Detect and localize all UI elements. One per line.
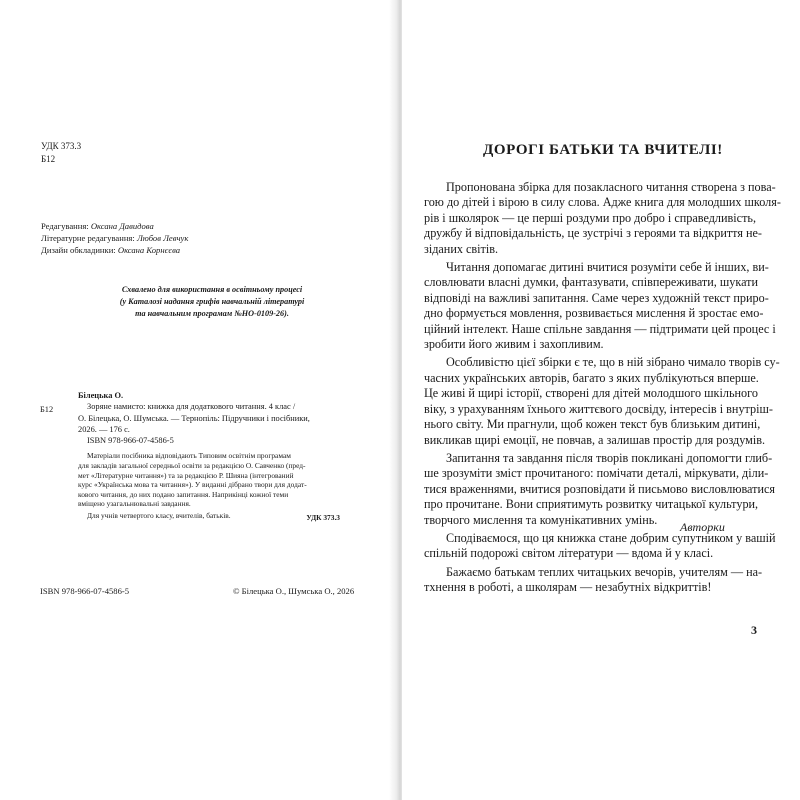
isbn-footer: ISBN 978-966-07-4586-5 bbox=[40, 586, 130, 596]
left-page bbox=[0, 0, 398, 800]
annotation-line: курс «Українська мова та читання»). У виданні дібрано твори для додат- bbox=[78, 480, 307, 490]
credit-name: Любов Левчук bbox=[136, 233, 189, 243]
text-line: викликав щирі емоції, не повчав, а залишав простір для роздумів. bbox=[424, 432, 766, 447]
text-line: тися враженнями, вчитися розповідати й письмово висловлюватися bbox=[424, 481, 776, 496]
credit-line bbox=[41, 232, 188, 244]
text-line: гою до дітей і вірою в силу слова. Адже книга для молодших школя- bbox=[424, 195, 781, 210]
annotation-line: мет «Літературне читання») та за редакцією Р. Шияна (інтегрований bbox=[78, 470, 294, 480]
paragraph bbox=[424, 260, 776, 352]
text-line: віку, з урахуванням їхнього життєвого досвіду, інтересів і внутріш- bbox=[424, 401, 773, 416]
text-line: Пропонована збірка для позакласного читання створена з пова- bbox=[446, 180, 776, 194]
page-title: ДОРОГІ БАТЬКИ ТА ВЧИТЕЛІ! bbox=[483, 142, 723, 158]
credits-block bbox=[41, 220, 188, 256]
bib-desc-line: 2026. — 176 с. bbox=[78, 424, 130, 434]
bib-udk: УДК 373.3 bbox=[306, 513, 340, 522]
udk-code: УДК 373.3 bbox=[41, 141, 82, 151]
paragraph bbox=[424, 530, 776, 562]
text-line: Це живі й щирі історії, створені для дітей молодшого шкільного bbox=[424, 386, 758, 401]
paragraph bbox=[424, 180, 781, 257]
text-line: дно формується мовлення, розвивається мислення й зростає емо- bbox=[424, 306, 764, 321]
approval-line: Схвалено для використання в освітньому процесі bbox=[121, 285, 303, 294]
approval-line: та навчальним програмам №НО-0109-26). bbox=[135, 309, 289, 318]
bib-body bbox=[78, 390, 340, 521]
bib-audience: Для учнів четвертого класу, вчителів, батьків. bbox=[87, 511, 231, 521]
text-line: часних українських авторів, багато з яких публікуються вперше. bbox=[424, 370, 759, 385]
text-line: ційний інтелект. Наше спільне завдання — підтримати цей процес і bbox=[424, 321, 776, 336]
text-line: дружбу й відповідальність, це зустрічі з героями та відкриття не- bbox=[424, 226, 762, 241]
authors-signature: Авторки bbox=[680, 520, 725, 534]
text-line: зробити його живим і захопливим. bbox=[424, 337, 604, 352]
foreword-body bbox=[424, 180, 781, 599]
paragraph bbox=[424, 355, 780, 447]
credit-line bbox=[41, 244, 188, 256]
copyright-notice: © Білецька О., Шумська О., 2026 bbox=[233, 586, 355, 596]
annotation-line: вміщено узагальнювальні завдання. bbox=[78, 499, 191, 509]
paragraph bbox=[424, 564, 763, 596]
paragraph bbox=[424, 450, 776, 528]
credit-name: Оксана Корнєєва bbox=[117, 245, 181, 255]
text-line: спільній подорожі світом літератури — вдома й у класі. bbox=[424, 546, 714, 561]
bib-desc-line: Зоряне намисто: книжка для додаткового читання. 4 клас / bbox=[87, 402, 296, 412]
credit-name: Оксана Давидова bbox=[90, 221, 154, 231]
bib-desc-line: О. Білецька, О. Шумська. — Тернопіль: Підручники і посібники, bbox=[78, 413, 310, 423]
credit-role: Редагування: bbox=[41, 221, 89, 231]
text-line: відповіді на важливі запитання. Саме через художній текст приро- bbox=[424, 290, 769, 305]
text-line: словлювати власні думки, фантазувати, співпереживати, шукати bbox=[424, 275, 759, 290]
annotation-line: Матеріали посібника відповідають Типовим освітнім програмам bbox=[87, 451, 291, 461]
credit-role: Дизайн обкладинки: bbox=[41, 245, 116, 255]
credit-role: Літературне редагування: bbox=[41, 233, 135, 243]
bib-isbn: ISBN 978-966-07-4586-5 bbox=[87, 436, 174, 446]
bbk-code: Б12 bbox=[41, 154, 56, 164]
annotation-line: для закладів загальної середньої освіти за редакцією О. Савченко (пред- bbox=[78, 461, 306, 471]
approval-line: (у Каталозі надання грифів навчальній літературі bbox=[119, 297, 305, 306]
text-line: Запитання та завдання після творів покликані допомогти глиб- bbox=[446, 450, 773, 465]
annotation-line: кового читання, до них подано запитання. Наприкінці кожної теми bbox=[78, 489, 289, 499]
text-line: творчого мислення та комунікативних умінь. bbox=[424, 512, 658, 527]
text-line: ше зрозуміти зміст прочитаного: помічати деталі, міркувати, діли- bbox=[424, 466, 769, 481]
approval-notice bbox=[92, 284, 332, 320]
page-number: 3 bbox=[751, 623, 757, 637]
text-line: Особливістю цієї збірки є те, що в ній зібрано чимало творів су- bbox=[446, 355, 780, 370]
text-line: Бажаємо батькам теплих читацьких вечорів, учителям — на- bbox=[446, 564, 763, 579]
bib-code: Б12 bbox=[40, 405, 54, 414]
bib-author: Білецька О. bbox=[78, 391, 124, 400]
text-line: нього світу. Ми прагнули, щоб кожен текст був близьким дитині, bbox=[424, 417, 761, 432]
text-line: зіданих світів. bbox=[424, 241, 499, 256]
text-line: про прочитане. Вони сприятимуть розвитку читацької культури, bbox=[424, 497, 759, 512]
text-line: рів і школярок — це перші роздуми про добро і справедливість, bbox=[424, 210, 757, 225]
text-line: Читання допомагає дитині вчитися розуміти себе й інших, ви- bbox=[446, 260, 769, 275]
credit-line bbox=[41, 220, 188, 232]
text-line: тхнення в роботі, а школярам — незабутніх відкриттів! bbox=[424, 580, 712, 595]
bib-annotation bbox=[78, 451, 340, 520]
text-line: Сподіваємося, що ця книжка стане добрим супутником у вашій bbox=[446, 530, 776, 545]
